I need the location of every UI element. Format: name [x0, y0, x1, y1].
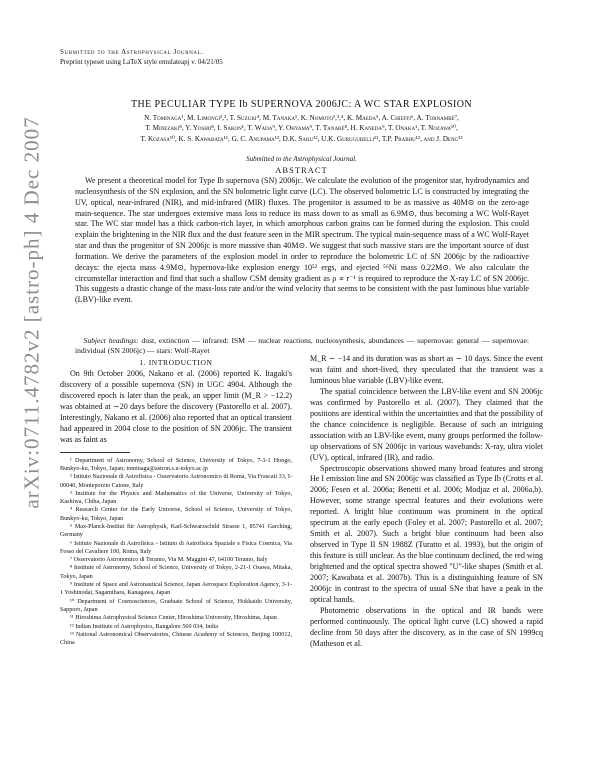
page-header [60, 47, 223, 67]
subject-headings-text: dust, extinction — infrared: ISM — nuclear reactions, nucleosynthesis, abundances — supernovae: general — supernovae: individual (SN 2006jc) — stars: Wolf-Rayet [75, 336, 529, 355]
preprint-line: Preprint typeset using LaTeX style emulateapj v. 04/21/05 [60, 58, 223, 66]
footnote: ⁹ Institute of Space and Astronautical Science, Japan Aerospace Exploration Agency, 3-1-1 Yoshinodai, Sagamihara, Kanagawa, Japan [60, 582, 292, 597]
footnote: ³ Institute for the Physics and Mathematics of the Universe, University of Tokyo, Kashiwa, Chiba, Japan [60, 490, 292, 506]
footnote: ¹⁰ Department of Cosmosciences, Graduate School of Science, Hokkaido University, Sapporo, Japan [60, 598, 292, 613]
author-line-2: T. Minezaki⁸, Y. Yoshii⁸, I. Sakon¹, T. Wada⁹, Y. Ohyama⁹, T. Tanabé⁸, H. Kaneda⁹, T. Onaka¹, T. Nozawa¹⁰, [145, 124, 458, 133]
subject-headings [75, 336, 529, 356]
footnote: ¹³ National Astronomical Observatories, Chinese Academy of Sciences, Beijing 100012, China [60, 631, 292, 647]
body-paragraph-2: The spatial coincidence between the LBV-like event and SN 2006jc was confirmed by Pastorello et al. (2007). They claimed that the positions are identical within the uncertainties and that the possibility of the chance coincidence is negligible. Because of such an intriguing association with an LBV-like event, many groups performed the follow-up observations of SN 2006jc in various wavebands: X-ray, ultra violet (UV), optical, infrared (IR), and radio. [310, 386, 543, 462]
intro-paragraph-1: On 9th October 2006, Nakano et al. (2006) reported K. Itagaki's discovery of a possible supernova (SN) in UGC 4904. Although the discovered epoch is later than the peak, an upper limit (M_R > −12.2) was obtained at ∼20 days before the discovery (Pastorello et al. 2007). Interestingly, Nakano et al. (2006) also reported that an optical transient had appeared in 2004 close to the position of SN 2006jc. The transient was as faint as [60, 368, 292, 444]
submitted-note: Submitted to the Astrophysical Journal. [246, 155, 357, 163]
footnote-rule [60, 452, 130, 453]
footnote: ⁸ Institute of Astronomy, School of Science, University of Tokyo, 2-21-1 Osawa, Mitaka, Tokyo, Japan [60, 565, 292, 580]
paper-title: THE PECULIAR TYPE Ib SUPERNOVA 2006JC: A WC STAR EXPLOSION [130, 99, 473, 110]
footnote: ⁴ Research Center for the Early Universe, School of Science, University of Tokyo, Bunkyo-ku, Tokyo, Japan [60, 507, 292, 522]
footnote: ⁵ Max-Planck-Institut für Astrophysik, Karl-Schwarzschild Strasse 1, 85741 Garching, Germany [60, 524, 292, 539]
abstract-heading: ABSTRACT [275, 165, 328, 175]
section-heading-introduction: 1. INTRODUCTION [139, 358, 213, 367]
left-column [60, 358, 292, 647]
body-paragraph-1: M_R ∼ −14 and its duration was as short as ∼ 10 days. Since the event was faint and short-lived, they speculated that the transient was a luminous blue variable (LBV)-like event. [310, 354, 543, 385]
footnote: ¹ Department of Astronomy, School of Science, University of Tokyo, 7-3-1 Hongo, Bunkyo-ku, Tokyo, Japan; tominaga@astron.s.u-tokyo.ac.jp [60, 457, 292, 472]
footnotes [60, 457, 292, 648]
footnote: ¹¹ Hiroshima Astrophysical Science Center, Hiroshima University, Hiroshima, Japan [70, 615, 277, 622]
footnote: ¹² Indian Institute of Astrophysics, Bangalore 560 034, India [70, 623, 218, 630]
footnote: ² Istituto Nazionale di Astrofisica - Osservatorio Astronomico di Roma, Via Frascati 33, I-00040, Monteporzio Catone, Italy [60, 474, 292, 489]
arxiv-identifier: arXiv:0711.4782v2 [astro-ph] 4 Dec 2007 [19, 116, 44, 509]
subject-headings-label: Subject headings: [83, 336, 139, 345]
footnote: ⁶ Istituto Nazionale di Astrofisica - Istituto di Astrofisica Spaziale e Fisica Cosmica, Via Fosso del Cavaliere 100, Roma, Italy [60, 540, 292, 555]
body-paragraph-4: Photometric observations in the optical and IR bands were performed continuously. The optical light curve (LC) showed a rapid decline from 50 days after the discovery, as in the case of SN 1999cq (Matheson et al. [310, 605, 543, 648]
body-paragraph-3: Spectroscopic observations showed many broad features and strong He I emission line and SN 2006jc was classified as Type Ib (Crotts et al. 2006; Fesen et al. 2006a; Benetti et al. 2006; Modjaz et al. 2006a,b). However, some strange spectral features and their evolutions were reported. A bright blue continuum was prominent in the optical spectrum at the early epoch (Foley et al. 2007; Pastorello et al. 2007; Smith et al. 2007). Such a bright blue continuum had been also observed in Type II SN 1988Z (Turatto et al. 1993), but the origin of this feature is still unclear. As the blue continuum declined, the red wing brightened and the optical spectra showed "U"-like shapes (Smith et al. 2007; Kawabata et al. 2007b). This is a distinguishing feature of SN 2006jc in contrast to the spectra of usual SNe that have a peak in the optical bands. [310, 463, 543, 604]
abstract-text: We present a theoretical model for Type Ib supernova (SN) 2006jc. We calculate the evolution of the progenitor star, hydrodynamics and nucleosynthesis of the SN explosion, and the SN bolometric light curve (LC). The observed bolometric LC is constructed by integrating the UV, optical, near-infrared (NIR), and mid-infrared (MIR) fluxes. The progenitor is assumed to be as massive as 40M⊙ on the zero-age main-sequence. The star undergoes extensive mass loss to reduce its mass down to as small as 6.9M⊙, thus becoming a WC Wolf-Rayet star. The WC star model has a thick carbon-rich layer, in which amorphous carbon grains can be formed during the explosion. This could explain the brightening in the NIR flux and the dust feature seen in the MIR spectrum. The typical main-sequence mass of a WC Wolf-Rayet star and thus the progenitor of SN 2006jc is more massive than 40M⊙. We suggest that such massive stars are the important source of dust formation. We derive the parameters of the explosion model in order to reproduce the bolometric LC of SN 2006jc by the radioactive decays: the ejecta mass 4.9M⊙, hypernova-like explosion energy 10⁵² ergs, and ejected ⁵⁶Ni mass 0.22M⊙. We also calculate the circumstellar interaction and find that such a shallow CSM density gradient as ρ ∝ r⁻¹ is required to reproduce the X-ray LC of SN 2006jc. This suggests a drastic change of the mass-loss rate and/or the wind velocity that seems to be consistent with the past luminous blue variable (LBV)-like event. [75, 176, 529, 305]
author-line-3: T. Kozasa¹⁰, K. S. Kawabata¹¹, G. C. Anupama¹², D.K. Sahu¹², U.K. Gurugubelli¹², T.P. Prabhu¹², and J. Deng¹³ [140, 134, 463, 143]
journal-line: Submitted to the Astrophysical Journal. [60, 48, 204, 56]
author-line-1: N. Tominaga¹, M. Limongi²,³, T. Suzuki⁴, M. Tanaka¹, K. Nomoto¹,³,⁴, K. Maeda⁵, A. Chieffi⁶, A. Tornambé⁷, [144, 114, 459, 122]
footnote: ⁷ Osservatorio Astronomico di Teramo, Via M. Maggini 47, 64100 Teramo, Italy [70, 557, 268, 564]
author-list [70, 113, 533, 144]
right-column [310, 354, 543, 650]
